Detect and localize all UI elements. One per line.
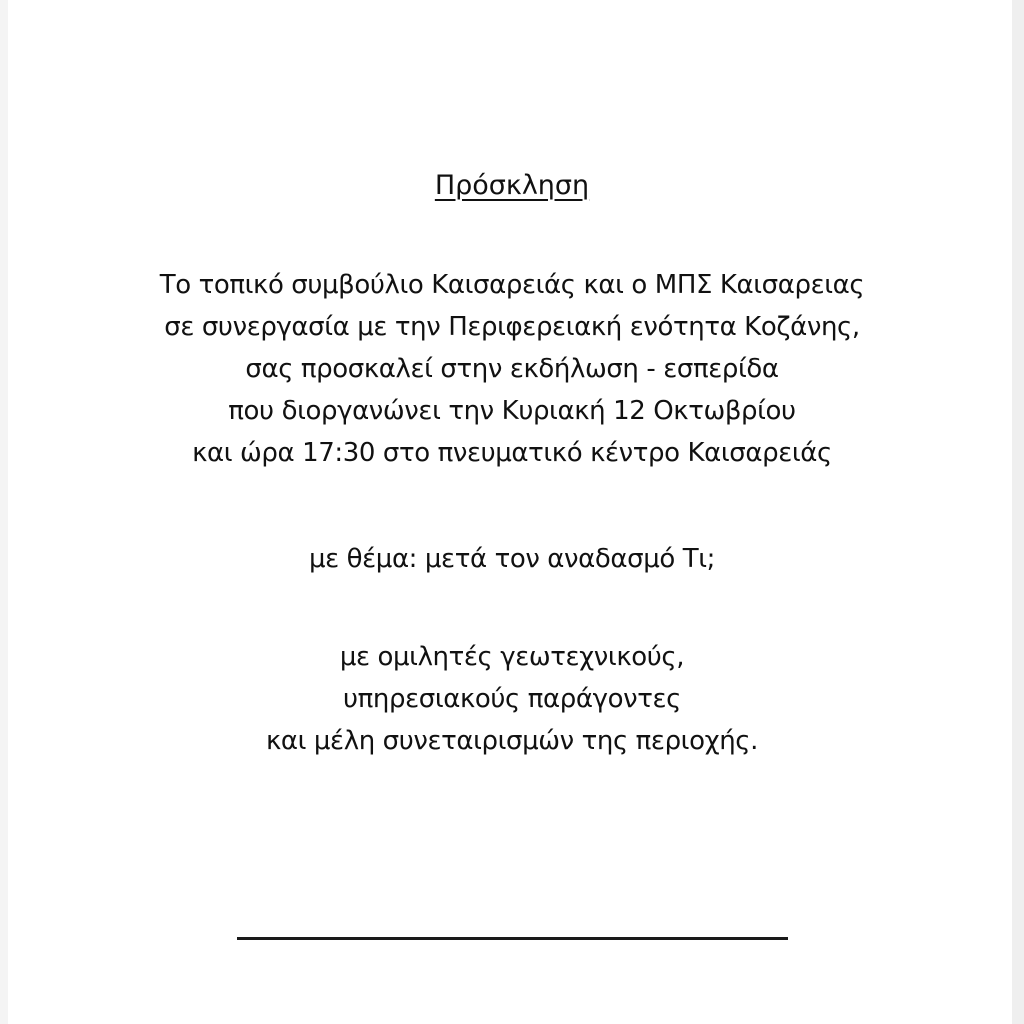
main-paragraph-line: Το τοπικό συμβούλιο Καισαρειάς και ο ΜΠΣ Καισαρειας	[159, 270, 865, 300]
main-paragraph-line: σε συνεργασία με την Περιφερειακή ενότητα Κοζάνης,	[164, 312, 860, 342]
speakers-line: με ομιλητές γεωτεχνικούς,	[339, 642, 685, 672]
main-paragraph-line: που διοργανώνει την Κυριακή 12 Οκτωβρίου	[228, 396, 796, 426]
main-paragraph-line: σας προσκαλεί στην εκδήλωση - εσπερίδα	[245, 354, 779, 384]
speakers-line: υπηρεσιακούς παράγοντες	[343, 684, 681, 714]
invitation-speakers	[0, 636, 1024, 762]
signature-line	[237, 937, 788, 940]
main-paragraph-line: και ώρα 17:30 στο πνευματικό κέντρο Καισαρειάς	[192, 438, 832, 468]
invitation-main-paragraph	[0, 264, 1024, 474]
invitation-topic	[0, 538, 1024, 580]
topic-line: με θέμα: μετά τον αναδασμό Τι;	[308, 544, 715, 574]
invitation-title: Πρόσκληση	[434, 170, 590, 201]
speakers-line: και μέλη συνεταιρισμών της περιοχής.	[265, 726, 759, 756]
